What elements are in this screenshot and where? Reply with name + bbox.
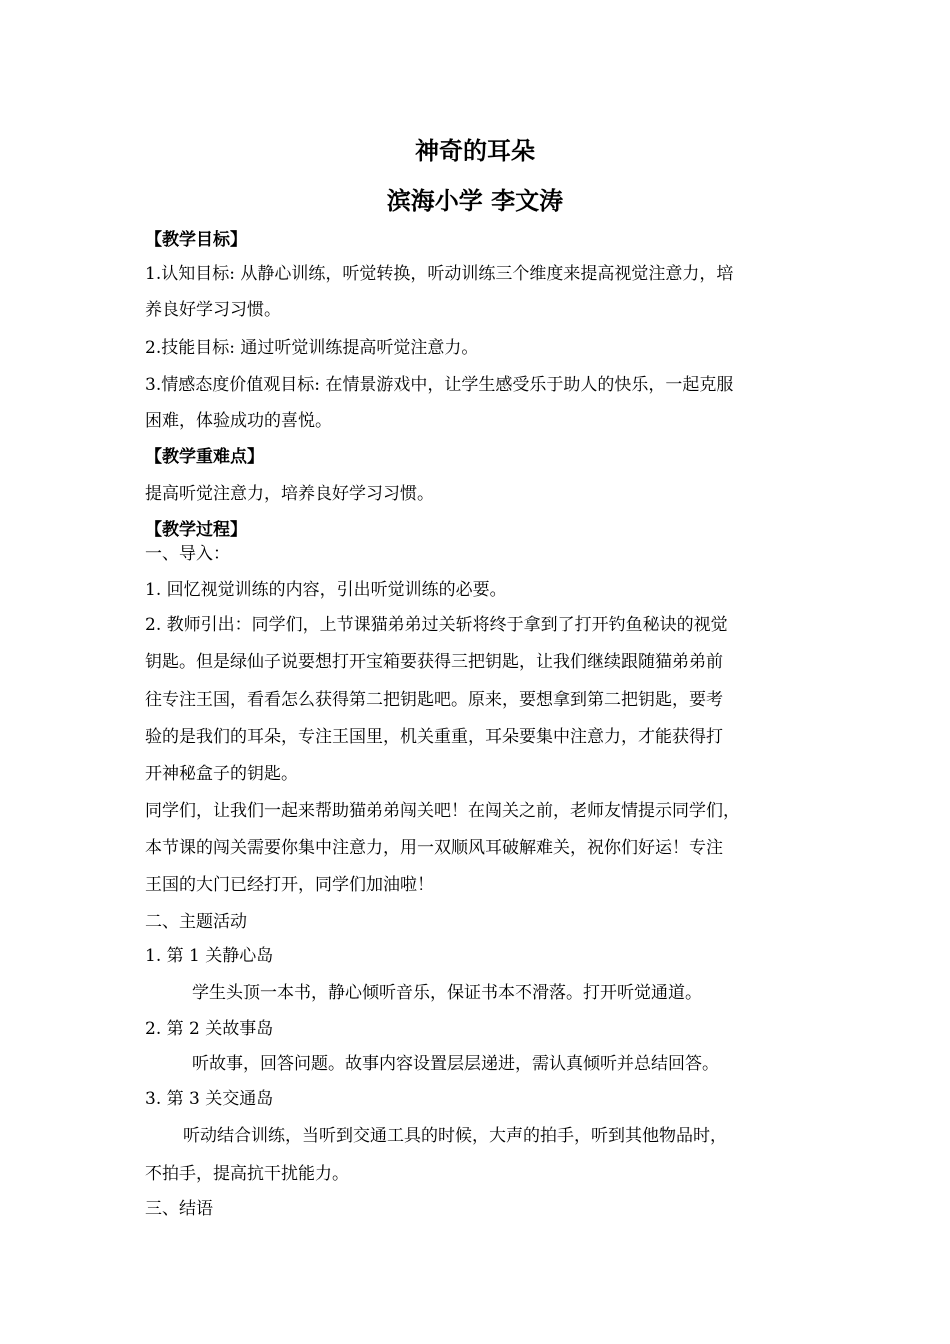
paragraph-line-3: 王国的大门已经打开，同学们加油啦！ — [145, 875, 434, 895]
intro-heading: 一、导入： — [145, 544, 230, 564]
goal-3-line-2: 困难，体验成功的喜悦。 — [145, 411, 332, 431]
level-2-text: 听故事，回答问题。故事内容设置层层递进，需认真倾听并总结回答。 — [192, 1054, 719, 1074]
document-title: 神奇的耳朵 — [415, 137, 535, 165]
document-author: 滨海小学 李文涛 — [386, 187, 564, 215]
key-points-text: 提高听觉注意力，培养良好学习习惯。 — [145, 484, 434, 504]
intro-item-2-line-3: 往专注王国，看看怎么获得第二把钥匙吧。原来，要想拿到第二把钥匙，要考 — [145, 690, 723, 710]
level-1-title: 1. 第 1 关静心岛 — [145, 946, 274, 966]
goal-1-line-2: 养良好学习习惯。 — [145, 300, 281, 320]
level-3-line-1: 听动结合训练，当听到交通工具的时候，大声的拍手，听到其他物品时， — [183, 1126, 727, 1146]
paragraph-line-1: 同学们，让我们一起来帮助猫弟弟闯关吧！在闯关之前，老师友情提示同学们， — [145, 801, 740, 821]
intro-item-2-line-4: 验的是我们的耳朵，专注王国里，机关重重，耳朵要集中注意力，才能获得打 — [145, 727, 723, 747]
intro-item-2-line-5: 开神秘盒子的钥匙。 — [145, 764, 298, 784]
goal-2: 2.技能目标: 通过听觉训练提高听觉注意力。 — [145, 338, 479, 358]
level-3-title: 3. 第 3 关交通岛 — [145, 1089, 274, 1109]
intro-item-2-line-2: 钥匙。但是绿仙子说要想打开宝箱要获得三把钥匙，让我们继续跟随猫弟弟前 — [145, 652, 723, 672]
conclusion-heading: 三、结语 — [145, 1199, 213, 1219]
key-points-heading: 【教学重难点】 — [145, 447, 264, 467]
intro-item-2-line-1: 2. 教师引出：同学们，上节课猫弟弟过关斩将终于拿到了打开钓鱼秘诀的视觉 — [145, 615, 728, 635]
goals-heading: 【教学目标】 — [145, 230, 247, 250]
process-heading: 【教学过程】 — [145, 520, 247, 540]
level-1-text: 学生头顶一本书，静心倾听音乐，保证书本不滑落。打开听觉通道。 — [192, 983, 702, 1003]
activity-heading: 二、主题活动 — [145, 912, 247, 932]
goal-3-line-1: 3.情感态度价值观目标: 在情景游戏中，让学生感受乐于助人的快乐，一起克服 — [145, 375, 734, 395]
intro-item-1: 1. 回忆视觉训练的内容，引出听觉训练的必要。 — [145, 580, 507, 600]
level-3-line-2: 不拍手，提高抗干扰能力。 — [145, 1164, 349, 1184]
level-2-title: 2. 第 2 关故事岛 — [145, 1019, 274, 1039]
paragraph-line-2: 本节课的闯关需要你集中注意力，用一双顺风耳破解难关，祝你们好运！专注 — [145, 838, 723, 858]
goal-1-line-1: 1.认知目标: 从静心训练，听觉转换，听动训练三个维度来提高视觉注意力，培 — [145, 264, 734, 284]
